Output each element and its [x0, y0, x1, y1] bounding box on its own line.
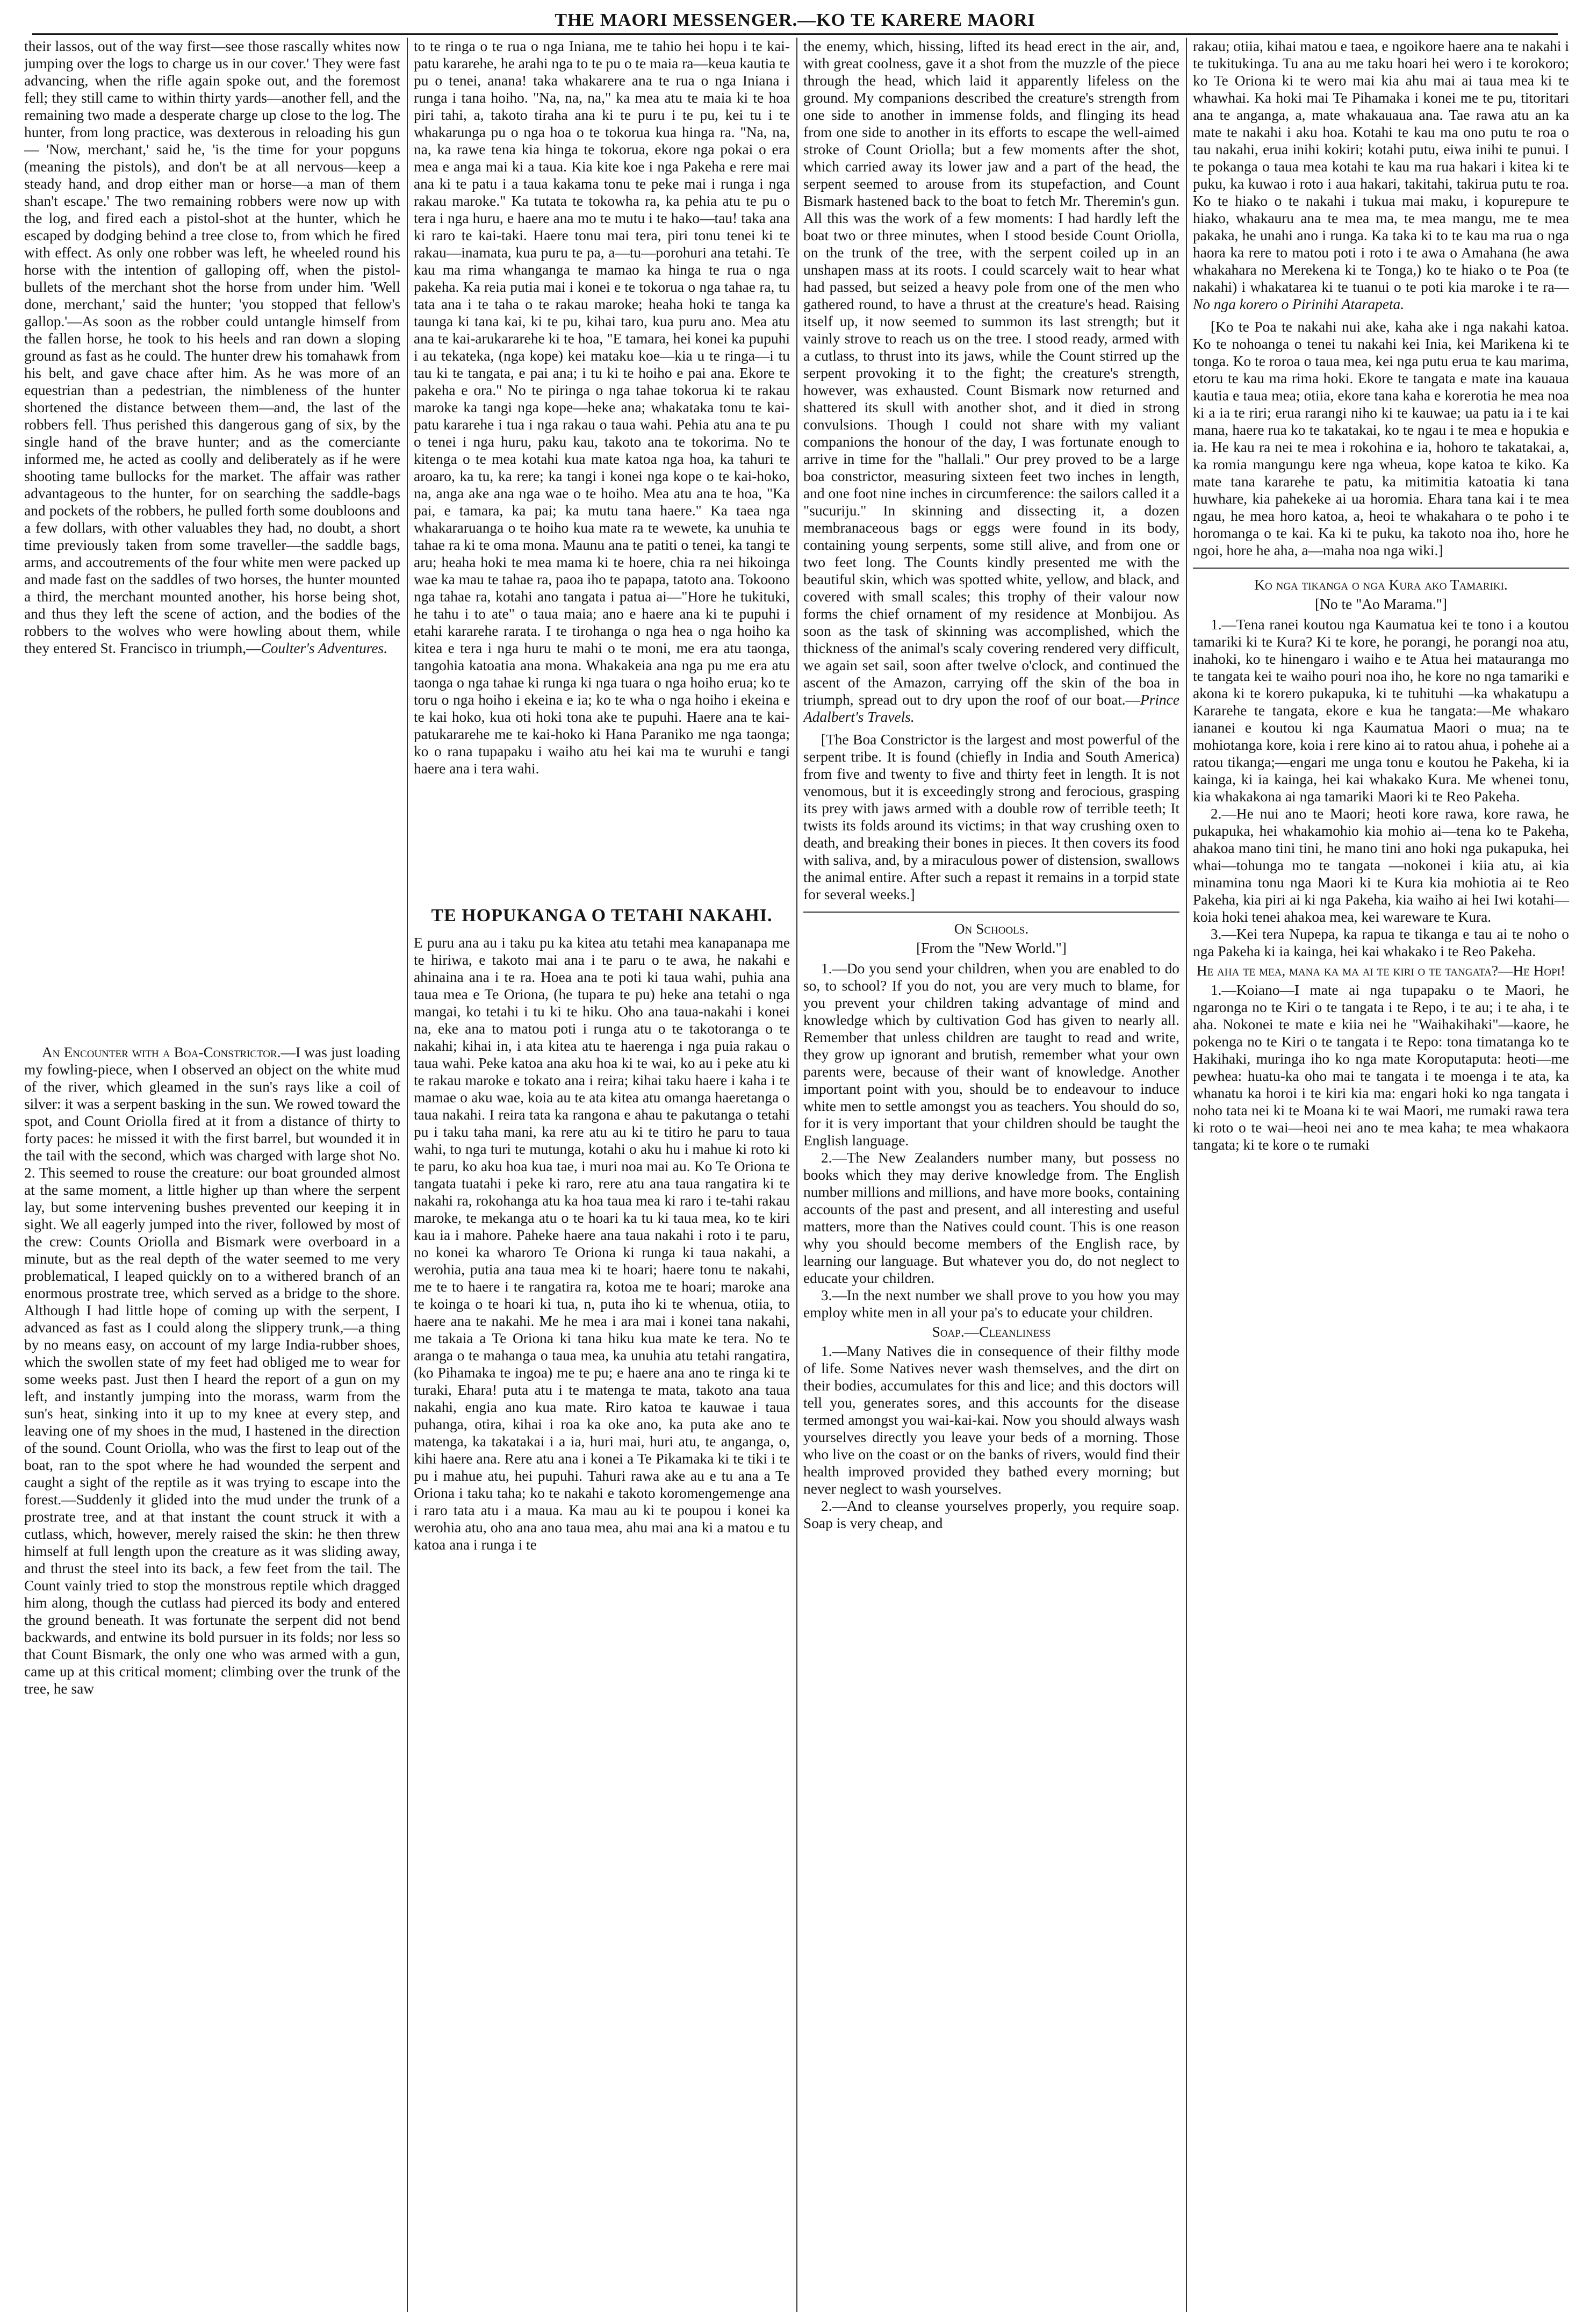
atarapeta-source: No nga korero o Pirinihi Atarapeta.: [1193, 296, 1405, 312]
schools-heading: On Schools.: [954, 921, 1029, 937]
adalbert-source: Prince Adalbert's Travels.: [803, 692, 1179, 725]
column-1: [24, 38, 400, 2312]
hopi-paragraph-1: 1.—Koiano—I mate ai nga tupapaku o te Maori, he ngaronga no te Kiri o te tangata i te Repo, i te au; i te aha, i te aha. Nokonei te mate e kiia nei he "Waihakihaki"—kaore, he pokenga no te Kiri o te tangata i te Repo: tona timatanga ko te Hakihaki, muringa iho ko nga mate Koroputaputa: heoti—me pewhea: huatu-ka oho mai te tangata i te moenga i te ata, ka whanatu ka horoi i te kiri kia ma: engari hoki ko nga tangata i noho tata nei ki te Moana ki te wai Maori, me rumaki rawa tera ki roto o te wai—heoi nei ano te mea kaha; te mea whakaora tangata; ki te kore o te rumaki: [1193, 982, 1569, 1153]
kura-source: [No te "Ao Marama."]: [1315, 596, 1447, 612]
schools-source: [From the "New World."]: [916, 940, 1067, 956]
kura-paragraph-2: 2.—He nui ano te Maori; heoti kore rawa, kore rawa, he pukapuka, hei whakamohio kia mohio ai—tena ko te Pakeha, ahakoa mano tini tini, he mano tini ano hoki nga pukapuka, hei whai—tohunga mo te tangata —nokonei i kiia atu, ai kia minamina tonu nga Maori ki te Kura kia mohiotia ai te Reo Pakeha, kia piri ai ki nga Pakeha, kia waiho ai hei Iwi kotahi—koia hoki tenei ahakoa mea, kei wareware te Kura.: [1193, 806, 1569, 925]
coulter-source: Coulter's Adventures.: [261, 640, 388, 656]
running-head: THE MAORI MESSENGER.—KO TE KARERE MAORI: [32, 8, 1558, 35]
column-rule: [796, 38, 797, 2312]
soap-paragraph-1: 1.—Many Natives die in consequence of their filthy mode of life. Some Natives never wash themselves, and the dirt on their bodies, accumulates for this and lice; and this doctors will tell you, generates sores, and this accounts for the disease termed amongst you wai-kai-kai. Now you should always wash yourselves directly you leave your beds of a morning. Those who live on the coast or on the banks of rivers, would find their health improved provided they bathed every morning; but never neglect to wash yourselves.: [803, 1343, 1179, 1497]
maori-boa-continued-text: rakau; otiia, kihai matou e taea, e ngoikore haere ana te nakahi i te tukitukinga. Tu ana au me taku hoari hei wero i te korokoro; ko Te Oriona ki te wero mai kia ahu mai ai taua mea ki te whawhai. Ka hoki mai Te Pihamaka i konei me te pu, titoritari ana te anganga, a, mate whakauaua ana. Tae rawa atu an ka mate te nakahi i aku hoa. Kotahi te kau ma ono putu te roa o tau nakahi, erua inihi kokiri; kotahi putu, eiwa inihi te punui. I te pokanga o taua mea kotahi te kau ma rua hakari i kitea ki te puku, ka kuwao i roto i aua hakari, takitahi, takirua putu te roa. Ko te hiako o te nakahi i tukua mai maku, i kopurepure te hiako, whakauru ana te mea ma, te mea mangu, me te mea pakaka, he unahi ano i runga. Ka taka ki to te kau ma rua o nga haora ka rere to matou poti i roto i te awa o Amahana (he awa whakahara no Merekena ki te Tonga,) ko te hiako o te Poa (te nakahi) i whakatarea ki te tuanui o te poti kia maroke i te ra—No nga korero o Pirinihi Atarapeta.: [1193, 38, 1569, 312]
section-divider: [1193, 568, 1569, 569]
boa-continued-text: the enemy, which, hissing, lifted its head erect in the air, and, with great coolness, gave it a shot from the muzzle of the piece through the head, which laid it apparently lifeless on the ground. My companions described the creature's strength from one side to another in immense folds, and flinging its head from one side to another in its efforts to escape the well-aimed stroke of Count Oriolla; but a few moments after the shot, which carried away its lower jaw and a part of the head, the serpent seemed to arouse from its stupefaction, and Count Bismark hastened back to the boat to fetch Mr. Theremin's gun. All this was the work of a few moments: I had hardly left the boat two or three minutes, when I stood beside Count Oriolla, on the trunk of the tree, with the serpent coiled up in an unshapen mass at its roots. I could scarcely wait to hear what had passed, but seized a heavy pole from one of the men who gathered round, to have a thrust at the creature's head. Raising itself up, it now seemed to summon its last strength; but it vainly strove to reach us on the tree. I stood ready, armed with a cutlass, to thrust into its jaws, while the Count stirred up the serpent provoking it to the fight; the creature's strength, however, was exhausted. Count Bismark now returned and shattered its skull with another shot, and it died in strong convulsions. Though I could not share with my valiant companions the honour of the day, I was fortunate enough to arrive in time for the "hallali." Our prey proved to be a large boa constrictor, measuring sixteen feet two inches in length, and one foot nine inches in circumference: the sailors called it a "sucuriju." In skinning and dissecting it, a dozen membranaceous bags or eggs were found in its body, containing young serpents, some still alive, and from one or two feet long. The Counts kindly presented me with the beautiful skin, which was spotted white, yellow, and black, and covered with small scales; this trophy of their valour now forms the chief ornament of my residence at Monbijou. As soon as the task of skinning was accomplished, which the thickness of the animal's scaly covering rendered very difficult, we again set sail, soon after twelve o'clock, and continued the ascent of the Amazon, carrying off the skin of the boa in triumph, spread out to dry upon the roof of our boat.—Prince Adalbert's Travels.: [803, 38, 1179, 725]
soap-paragraph-2: 2.—And to cleanse yourselves properly, you require soap. Soap is very cheap, and: [803, 1498, 1179, 1531]
coulter-story-text: their lassos, out of the way first—see those rascally whites now jumping over the logs to charge us in our cover.' They were fast advancing, when the rifle again spoke out, and the foremost fell; they still came to within thirty yards—another fell, and the remaining two made a desperate charge up close to the log. The hunter, from long practice, was dexterous in reloading his gun— 'Now, merchant,' said he, 'is the time for your popguns (meaning the pistols), and don't be at all nervous—keep a steady hand, and drop either man or horse—a man of them shan't escape.' The two remaining robbers were now up with the log, and fired each a pistol-shot at the hunter, which he escaped by dodging behind a tree close to, from which he fired with effect. As only one robber was left, he wheeled round his horse with the intention of galloping off, when the pistol-bullets of the merchant shot the horse from under him. 'Well done, merchant,' said the hunter; 'you stopped that fellow's gallop.'—As soon as the robber could untangle himself from the fallen horse, he took to his heels and ran down a sloping ground as fast as he could. The hunter drew his tomahawk from his belt, and gave chace after him. As he was more of an equestrian than a pedestrian, the nimbleness of the hunter shortened the distance between them—and, the last of the robbers fell. Thus perished this dangerous gang of six, by the single hand of the brave hunter; and as the comerciante informed me, he acted as coolly and deliberately as if he were shooting tame bullocks for the market. The affair was rather advantageous to the hunter, for on searching the saddle-bags and pockets of the robbers, he pulled forth some doubloons and a few dollars, with other valuables they had, no doubt, a short time previously taken from some traveller—the saddle bags, arms, and accoutrements of the four white men were packed up and made fast on the saddles of two horses, the hunter mounted a third, the merchant mounted another, his horse being shot, and thus they left the scene of action, and the bodies of the robbers to the wolves who were howling about them, while they entered St. Francisco in triumph,—Coulter's Adventures.: [24, 38, 400, 656]
column-gap: [414, 777, 790, 901]
kura-paragraph-1: 1.—Tena ranei koutou nga Kaumatua kei te tono i a koutou tamariki ki te Kura? Ki te kore, he porangi, he porangi noa atu, inahoki, ko te hinengaro i waiho e te Atua hei matauranga mo te tangata kei te waiho pouri noa iho, he kore no nga tamariki e akona ki te korero pukapuka, ki te tuhituhi —ka whakatupu a Kararehe te tangata, ekore e kua he tangata:—Me whakaro iananei e koutou ki nga Kaumatua Maori o mua; na te mohiotanga kore, koia i rere kino ai to ratou ahua, i pohehe ai a ratou tikanga;—engari me unga tonu e koutou he Pakeha, ki ia kainga, ki ia kainga, hei kai whakako Kura. Me whenei tonu, kia whakakona ai nga tamariki Maori ki te Reo Pakeha.: [1193, 616, 1569, 805]
column-3: [803, 38, 1179, 2312]
maori-story-text: to te ringa o te rua o nga Iniana, me te tahio hei hopu i te kai-patu kararehe, he arahi nga to te pu o te maia ra—keua kautia te pu o tenei, anana! taka whakarere ana te rua o nga Iniana i runga i tana hoiho. "Na, na, na," ka mea atu te maia ki te hoa piri tahi, a, takoto tiraha ana ki te puru i te pu, kei tu i te whakarunga pu o nga hoa o te tokorua kua hinga ra. "Na, na, na, ka rawe tena kia hinga te tokorua, ekore nga pokai o era mea e anga mai ki a taua. Kia kite koe i nga Pakeha e rere mai ana ki te patu i a taua kakama tonu te peke mai i runga i nga rakau maroke." Ka tutata te tokowha ra, ka pehia atu te pu o tera i nga huru, e haere ana mo te mutu i te hako—tau! taka ana ki raro te kai-taki. Haere tonu mai tera, piri tonu tenei ki te rakau—inamata, kua puru te pa, a—tu—porohuri ana tetahi. Te kau ma rima whanganga te mamao ka hinga te rua o nga pakeha. Ka reia putia mai i konei e te tokorua o nga tahae ra, tu tata ana i te taha o te rakau maroke; heaha hoki te tanga ka taunga ki tana kai, ki te pu, kihai taro, kua puru ano. Mea atu ana te kai-arukararehe ki te hoa, "E tamara, hei konei ka pupuhi i au tekateka, (nga kope) kei mataku koe—kia u te ringa—i tu tau ki te tangata, e pai ana; i tu ki te hoiho e pai ana. Ekore te pakeha e ora." No te piringa o nga tahae tokorua ki te rakau maroke ka tangi nga kope—heke ana; whakataka tonu te kai-patu kararehe i tua i nga rakau o taua wahi. Pehia atu ana te pu o tenei i nga huru, paku kau, takoto ana te tokorima. No te kitenga o te mea kotahi kua mate katoa nga hoa, ka tahuri te aroaro, ka tu, ka rere; ka tangi i konei nga kope o te kai-hoko, na, anga ake ana nga wae o te hoiho. Mea atu ana te hoa, "Ka pai, e tamara, ka pai; ka mutu tana haere." Ka taea nga whakararuanga o te hoiho kua mate ra te wewete, ka unuhia te tahae ra ki te oma mona. Maunu ana te patiti o tenei, ka tangi te aru; heaha hoki te mea mama ki te hoere, chia ra nei hikoinga wae ka mau te tahae ra, paoa iho te papapa, tatoto ana. Tokoono nga tahae ra, kotahi ano tangata i patua ai—"Hore he tukituki, he tahu i to ate" o taua maia; ano e haere ana ki te pupuhi i etahi kararehe rarata. I te tirohanga o nga hea o nga hoiho ka kitea e tera i nga huru te mahi o te moni, me era atu taonga, tangohia katoatia ana mona. Whakakeia ana nga pu me era atu taonga o nga tahae ki runga ki nga tuara o nga hoiho erua; ko te toru o nga hoiho i ekeina e ia; ko te wha o nga hoiho i ekeina e te kai hoko, kua oti hoki tona ake te pupuhi. Haere ana te kai-patukararehe me te kai-hoko ki Hana Paraniko me nga taonga; ko o rana tupapaku i waiho atu hei kai ma te wuruhi e tangi haere ana i tera wahi.: [414, 38, 790, 777]
section-divider: [803, 912, 1179, 913]
column-2: [414, 38, 790, 2312]
schools-paragraph-2: 2.—The New Zealanders number many, but possess no books which they may derive knowledge from. The English number millions and millions, and have more books, containing accounts of the past and present, and all interesting and useful matters, more than the Natives could count. This is one reason why you should become members of the English race, by learning our language. But whatever you do, do not neglect to educate your children.: [803, 1150, 1179, 1286]
boa-article-text: An Encounter with a Boa-Constrictor.—I was just loading my fowling-piece, when I observed an object on the white mud of the river, which gleamed in the sun's rays like a coil of silver: it was a serpent basking in the sun. We rowed toward the spot, and Count Oriolla fired at it from a distance of thirty to forty paces: he missed it with the first barrel, but wounded it in the tail with the second, which was charged with large shot No. 2. This seemed to rouse the creature: our boat grounded almost at the same moment, a little higher up than where the serpent lay, but some intervening bushes prevented our keeping it in sight. We all eagerly jumped into the river, followed by most of the crew: Counts Oriolla and Bismark were overboard in a minute, but as the real depth of the water seemed to me very problematical, I leaped quickly on to a withered branch of an enormous prostrate tree, which served as a bridge to the shore. Although I had little hope of coming up with the serpent, I advanced as fast as I could along the slippery trunk,—a thing by no means easy, on account of my large India-rubber shoes, which the swollen state of my feet had obliged me to wear for some weeks past. Just then I heard the report of a gun on my left, and instantly jumping into the morass, warm from the sun's heat, sinking into it up to my knee at every step, and leaving one of my shoes in the mud, I hastened in the direction of the sound. Count Oriolla, who was the first to leap out of the boat, ran to the spot where he had wounded the serpent and caught a sight of the reptile as it was trying to escape into the forest.—Suddenly it glided into the mud under the trunk of a prostrate tree, and at that instant the count struck it with a cutlass, which, however, merely raised the skin: he then threw himself at full length upon the creature as it was sliding away, and thrust the steel into its back, a few feet from the tail. The Count vainly tried to stop the monstrous reptile which dragged him along, though the cutlass had pierced its body and entered the ground beneath. It was fortunate the serpent did not bend backwards, and entwine its bold pursuer in its folds; nor less so that Count Bismark, the only one who was armed with a gun, came up at this critical moment; climbing over the trunk of the tree, he saw: [24, 1044, 400, 1697]
soap-heading: Soap.—Cleanliness: [932, 1324, 1051, 1340]
column-4: [1193, 38, 1569, 2312]
schools-paragraph-3: 3.—In the next number we shall prove to you how you may employ white men in all your pa's to educate your children.: [803, 1287, 1179, 1321]
column-gap: [24, 657, 400, 1044]
maori-article-heading: TE HOPUKANGA O TETAHI NAKAHI.: [431, 906, 773, 926]
schools-paragraph-1: 1.—Do you send your children, when you are enabled to do so, to school? If you do not, you are very much to blame, for you prevent your children taking advantage of mind and knowledge which by cultivation God has given to nearly all. Remember that unless children are taught to read and write, they grow up ignorant and brutish, remember what your own parents were, because of their want of knowledge. Another important point with you, should be to endeavour to induce white men to settle amongst you as teachers. You should do so, for it is very important that your children should be taught the English language.: [803, 960, 1179, 1149]
poa-note: [Ko te Poa te nakahi nui ake, kaha ake i nga nakahi katoa. Ko te nohoanga o tenei tu nakahi kei Inia, kei Marikena ki te tonga. Ko te roroa o taua mea, kei nga putu erua te kau marima, etoru te kau ma rima hoki. Ekore te tangata e mate ina kauaua kautia e taua mea; otiia, ekore tana kaha e korerotia he mea noa ki a ia te riri; erua rarangi niho ki te kauwae; ua patu ia i te kai mana, haere rua ko te takatakai, ko te ngau i te mea e hopukia e ia. He kau ra nei te mea i rokohina e ia, hohoro te takatakai, a, ka romia mangungu kere nga wheua, kope katoa te kiko. Ka mate tana kararehe te patu, ka mitimitia katoatia ki tana huwhare, kia pahekeke ai ua horomia. Ehara tana kai i te mea ngau, he mea horo katoa, a, heoi te whakahara o te poho i te horomanga o te kai. Ka ki te puku, ka takoto noa iho, hore he ngoi, hore he aha, a—maha noa nga wiki.]: [1193, 319, 1569, 558]
boa-note: [The Boa Constrictor is the largest and most powerful of the serpent tribe. It is found (chiefly in India and South America) from five and twenty to five and thirty feet in length. It is not venomous, but it is exceedingly strong and ferocious, grasping its prey with jaws armed with a double row of terrible teeth; It twists its folds around its victims; in that way crushing oxen to death, and breaking their bones in pieces. It then covers its food with saliva, and, by a miraculous power of distension, swallows the animal entire. After such a repast it remains in a torpid state for several weeks.]: [803, 731, 1179, 902]
kura-paragraph-3: 3.—Kei tera Nupepa, ka rapua te tikanga e tau ai te noho o nga Pakeha ki ia kainga, hei kai whakako i te Reo Pakeha.: [1193, 926, 1569, 959]
maori-article-text: E puru ana au i taku pu ka kitea atu tetahi mea kanapanapa me te hiriwa, e takoto mai ana i te paru o te awa, he nakahi e ahinaina ana i te ra. Hoea ana te poti ki taua wahi, puhia ana taua mea e Te Oriona, (he tupara te pu) heke ana tetahi o nga mangai, ko tetahi i tu ki te hiku. Oho ana taua-nakahi i konei na, eke ana to matou poti i runga atu o te takotoranga o te nakahi; kihai in, i ata kitea atu te haerenga i nga puia rakau o taua wahi. Peke katoa ana aku hoa ki te wai, ko au i peke atu ki te rakau maroke e tokato ana i reira; kihai taku haere i kaha i te mamae o aku wae, koia au te ata kitea atu omanga haeretanga o taua nakahi. I reira tata ka rangona e ahau te pakutanga o tetahi pu i taku taha mani, ka rere atu au ki te titiro he paru to taua wahi, to nga turi te mutunga, kotahi o aku hu i mahue ki roto ki te paru, ko aku hoa kua tae, i muri noa mai au. Ko Te Oriona te tangata tuatahi i peke ki raro, rere atu ana taua rangatira ki te nakahi ra, rokohanga atu ka hoa taua mea ki raro i te-tahi rakau maroke, te mekanga atu o te hoari ka tu ki taua mea, ko te kiri kau ia i mahore. Paheke haere ana taua nakahi i roto i te paru, no konei ka wharoro Te Oriona ki runga ki taua nakahi, a werohia, putia ana taua mea ki te hoari; haere tonu te nakahi, me te to haere i te rangatira ra, kotoa me te hoari; maroke ana te koinga o te hoari ki tua, n, puta iho ki te whenua, otiia, to haere ana te nakahi. Me he mea i ara mai i konei tana nakahi, me takaia a Te Oriona ki tana hiku kua mate ke tera. No te aranga o te mahanga o taua mea, ka unuhia atu tetahi rangatira, (ko Pihamaka te ingoa) me te pu; e haere ana ano te ringa ki te turaki, Ehara! puta atu i te matenga te mata, takoto ana taua nakahi, engia ano kua mate. Riro katoa te kauwae i taua puhanga, otira, kihai i roa ka oke ano, ka puta ake ano te matenga, ka takatakai i a ia, huri mai, huri atu, te anganga, o, kihi haere ana. Rere atu ana i konei a Te Pikamaka ki te tiki i te pu i mahue atu, hei pupuhi. Tahuri rawa ake au e tu ana a Te Oriona i taku taha; ko te nakahi e takoto koromengemenge ana i raro tata atu i a maua. Ka mau au ki te poupou i konei ka werohia atu, oho ana ano taua mea, ahu mai ana ki a matou e tu katoa ana i runga i te: [414, 935, 790, 1553]
hopi-heading: He aha te mea, mana ka ma ai te kiri o te tangata?—He Hopi!: [1196, 963, 1566, 979]
boa-article-heading: An Encounter with a Boa-Constrictor.: [41, 1044, 281, 1060]
kura-heading: Ko nga tikanga o nga Kura ako Tamariki.: [1254, 577, 1508, 593]
column-rule: [1186, 38, 1187, 2312]
column-rule: [407, 38, 408, 2312]
